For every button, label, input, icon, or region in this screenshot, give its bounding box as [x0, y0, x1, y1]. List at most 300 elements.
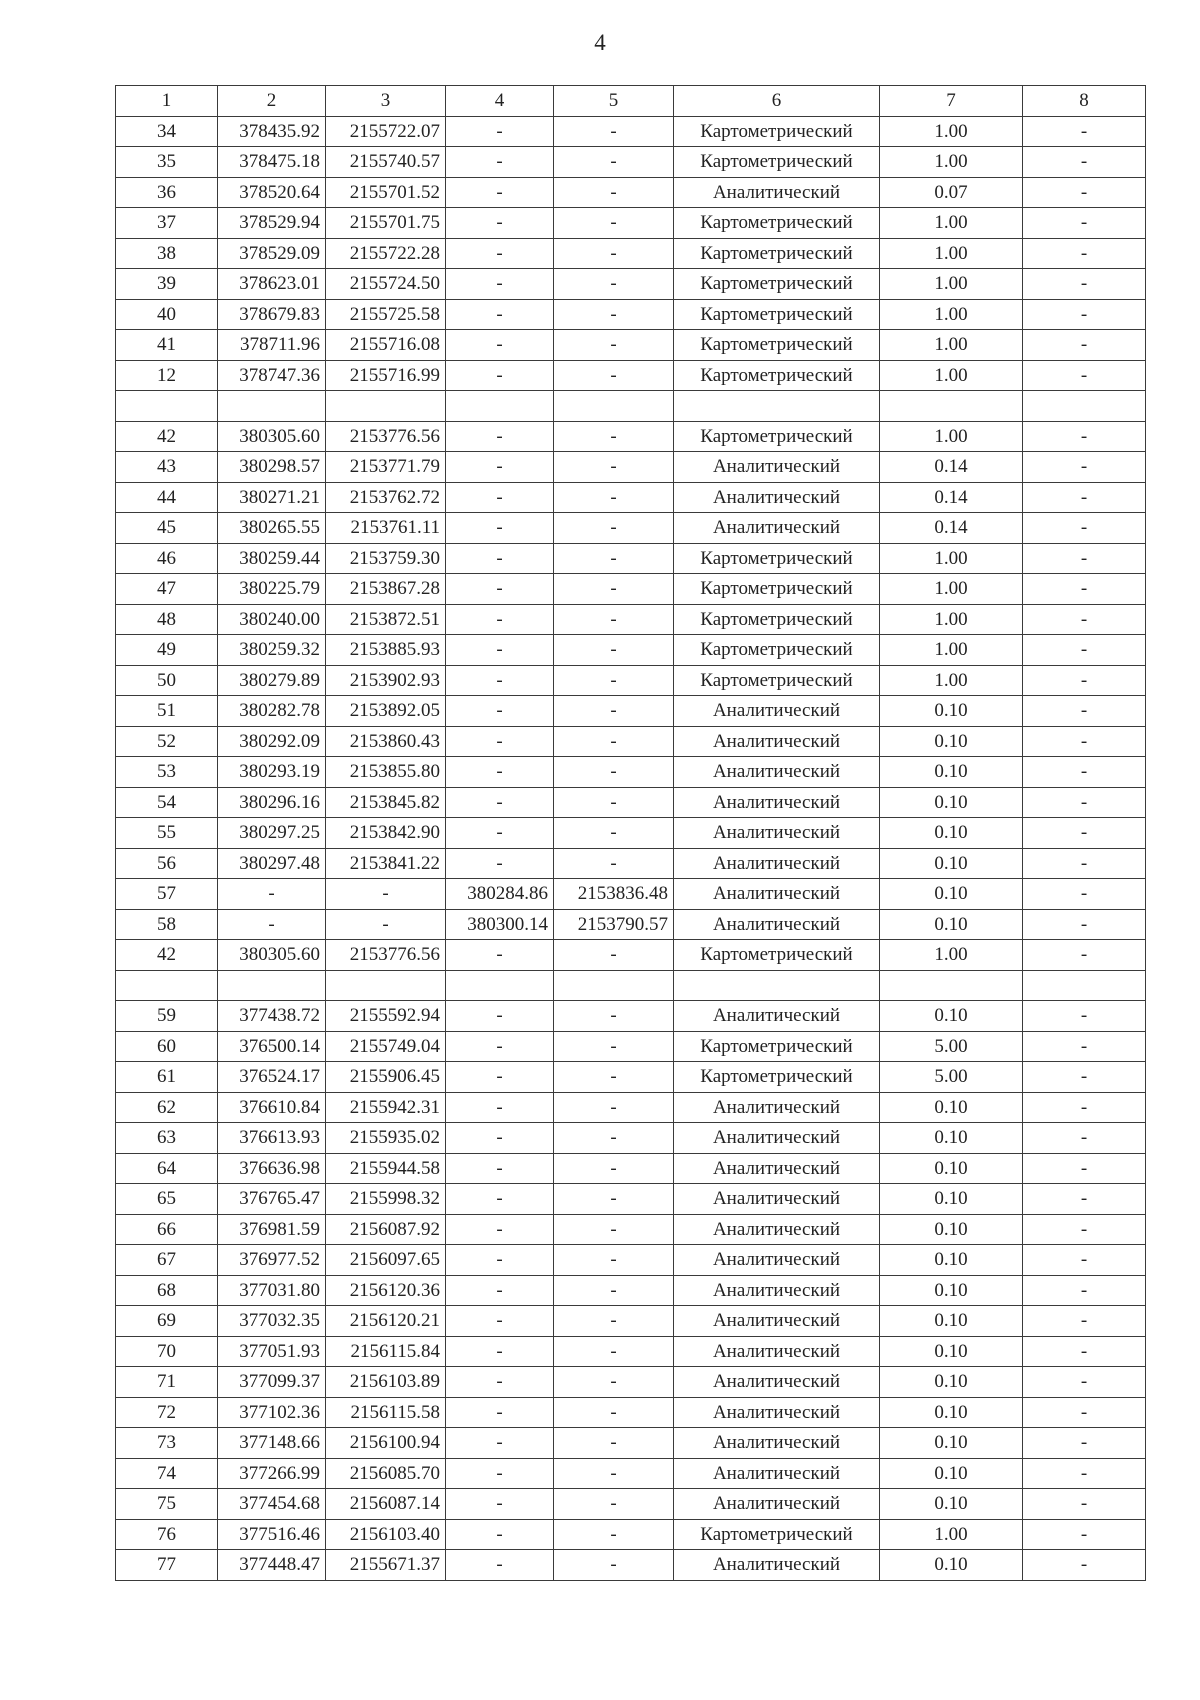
- new-y-coordinate-cell: -: [554, 1336, 674, 1367]
- table-row: [116, 299, 1146, 330]
- x-coordinate-cell: 377438.72: [218, 1001, 326, 1032]
- method-cell: Аналитический: [674, 177, 880, 208]
- method-cell: [674, 970, 880, 1001]
- point-number-cell: 64: [116, 1153, 218, 1184]
- accuracy-cell: 5.00: [880, 1062, 1023, 1093]
- new-x-coordinate-cell: -: [446, 1031, 554, 1062]
- method-cell: Картометрический: [674, 330, 880, 361]
- new-y-coordinate-cell: -: [554, 330, 674, 361]
- x-coordinate-cell: 377051.93: [218, 1336, 326, 1367]
- y-coordinate-cell: 2153759.30: [326, 543, 446, 574]
- new-y-coordinate-cell: -: [554, 421, 674, 452]
- x-coordinate-cell: 380297.48: [218, 848, 326, 879]
- new-x-coordinate-cell: -: [446, 116, 554, 147]
- y-coordinate-cell: 2153872.51: [326, 604, 446, 635]
- point-number-cell: 36: [116, 177, 218, 208]
- method-cell: Картометрический: [674, 665, 880, 696]
- accuracy-cell: 1.00: [880, 635, 1023, 666]
- x-coordinate-cell: 377099.37: [218, 1367, 326, 1398]
- method-cell: Аналитический: [674, 1184, 880, 1215]
- table-row: [116, 1123, 1146, 1154]
- method-cell: Аналитический: [674, 909, 880, 940]
- new-x-coordinate-cell: -: [446, 513, 554, 544]
- point-number-cell: 77: [116, 1550, 218, 1581]
- x-coordinate-cell: 377032.35: [218, 1306, 326, 1337]
- table-row: [116, 1306, 1146, 1337]
- x-coordinate-cell: 376610.84: [218, 1092, 326, 1123]
- accuracy-cell: 1.00: [880, 574, 1023, 605]
- table-row: [116, 1031, 1146, 1062]
- note-cell: -: [1023, 360, 1146, 391]
- new-x-coordinate-cell: -: [446, 635, 554, 666]
- x-coordinate-cell: 380305.60: [218, 421, 326, 452]
- point-number-cell: 70: [116, 1336, 218, 1367]
- new-x-coordinate-cell: -: [446, 726, 554, 757]
- new-x-coordinate-cell: -: [446, 818, 554, 849]
- y-coordinate-cell: 2156120.21: [326, 1306, 446, 1337]
- method-cell: Аналитический: [674, 1367, 880, 1398]
- note-cell: -: [1023, 757, 1146, 788]
- method-cell: Аналитический: [674, 1550, 880, 1581]
- new-y-coordinate-cell: -: [554, 1153, 674, 1184]
- new-y-coordinate-cell: -: [554, 1306, 674, 1337]
- y-coordinate-cell: 2153771.79: [326, 452, 446, 483]
- point-number-cell: [116, 970, 218, 1001]
- accuracy-cell: 0.10: [880, 1275, 1023, 1306]
- accuracy-cell: 1.00: [880, 269, 1023, 300]
- new-y-coordinate-cell: -: [554, 1031, 674, 1062]
- note-cell: -: [1023, 147, 1146, 178]
- new-y-coordinate-cell: -: [554, 1184, 674, 1215]
- new-x-coordinate-cell: -: [446, 1550, 554, 1581]
- accuracy-cell: 0.10: [880, 1367, 1023, 1398]
- x-coordinate-cell: 378475.18: [218, 147, 326, 178]
- new-x-coordinate-cell: -: [446, 1336, 554, 1367]
- point-number-cell: 35: [116, 147, 218, 178]
- x-coordinate-cell: 376981.59: [218, 1214, 326, 1245]
- new-x-coordinate-cell: -: [446, 482, 554, 513]
- new-x-coordinate-cell: -: [446, 1001, 554, 1032]
- accuracy-cell: 0.10: [880, 787, 1023, 818]
- method-cell: Картометрический: [674, 1031, 880, 1062]
- new-y-coordinate-cell: -: [554, 1214, 674, 1245]
- table-row: [116, 208, 1146, 239]
- new-y-coordinate-cell: -: [554, 1245, 674, 1276]
- note-cell: -: [1023, 1031, 1146, 1062]
- table-row: [116, 177, 1146, 208]
- new-y-coordinate-cell: 2153836.48: [554, 879, 674, 910]
- new-x-coordinate-cell: -: [446, 1397, 554, 1428]
- accuracy-cell: 0.10: [880, 879, 1023, 910]
- x-coordinate-cell: 378529.94: [218, 208, 326, 239]
- point-number-cell: 66: [116, 1214, 218, 1245]
- method-cell: Аналитический: [674, 879, 880, 910]
- note-cell: -: [1023, 1458, 1146, 1489]
- y-coordinate-cell: 2156115.58: [326, 1397, 446, 1428]
- new-y-coordinate-cell: -: [554, 1519, 674, 1550]
- table-row: [116, 879, 1146, 910]
- note-cell: [1023, 391, 1146, 422]
- new-x-coordinate-cell: -: [446, 543, 554, 574]
- x-coordinate-cell: 378520.64: [218, 177, 326, 208]
- method-cell: Аналитический: [674, 1306, 880, 1337]
- accuracy-cell: 0.10: [880, 757, 1023, 788]
- point-number-cell: 55: [116, 818, 218, 849]
- table-row: [116, 1214, 1146, 1245]
- y-coordinate-cell: 2156087.14: [326, 1489, 446, 1520]
- point-number-cell: 44: [116, 482, 218, 513]
- accuracy-cell: 0.10: [880, 1184, 1023, 1215]
- point-number-cell: 69: [116, 1306, 218, 1337]
- method-cell: Картометрический: [674, 635, 880, 666]
- table-row: [116, 482, 1146, 513]
- new-x-coordinate-cell: -: [446, 1245, 554, 1276]
- y-coordinate-cell: 2155740.57: [326, 147, 446, 178]
- y-coordinate-cell: 2155725.58: [326, 299, 446, 330]
- method-cell: Аналитический: [674, 1001, 880, 1032]
- x-coordinate-cell: 378679.83: [218, 299, 326, 330]
- new-x-coordinate-cell: -: [446, 787, 554, 818]
- accuracy-cell: 1.00: [880, 360, 1023, 391]
- point-number-cell: 45: [116, 513, 218, 544]
- point-number-cell: 42: [116, 940, 218, 971]
- point-number-cell: 72: [116, 1397, 218, 1428]
- x-coordinate-cell: 380292.09: [218, 726, 326, 757]
- new-y-coordinate-cell: -: [554, 604, 674, 635]
- point-number-cell: 37: [116, 208, 218, 239]
- x-coordinate-cell: 378435.92: [218, 116, 326, 147]
- table-row: [116, 574, 1146, 605]
- accuracy-cell: 1.00: [880, 330, 1023, 361]
- new-x-coordinate-cell: -: [446, 330, 554, 361]
- y-coordinate-cell: 2155749.04: [326, 1031, 446, 1062]
- new-y-coordinate-cell: -: [554, 1092, 674, 1123]
- method-cell: Картометрический: [674, 116, 880, 147]
- table-row: [116, 1397, 1146, 1428]
- table-row: [116, 421, 1146, 452]
- point-number-cell: 56: [116, 848, 218, 879]
- note-cell: -: [1023, 909, 1146, 940]
- new-y-coordinate-cell: -: [554, 1458, 674, 1489]
- point-number-cell: 53: [116, 757, 218, 788]
- x-coordinate-cell: 380279.89: [218, 665, 326, 696]
- new-x-coordinate-cell: -: [446, 1153, 554, 1184]
- page-number: 4: [594, 30, 606, 55]
- table-row: [116, 1550, 1146, 1581]
- table-row: [116, 1092, 1146, 1123]
- y-coordinate-cell: 2153762.72: [326, 482, 446, 513]
- accuracy-cell: 0.10: [880, 726, 1023, 757]
- note-cell: -: [1023, 574, 1146, 605]
- new-y-coordinate-cell: -: [554, 1428, 674, 1459]
- accuracy-cell: 0.10: [880, 1306, 1023, 1337]
- y-coordinate-cell: 2156103.40: [326, 1519, 446, 1550]
- new-x-coordinate-cell: -: [446, 452, 554, 483]
- table-row: [116, 116, 1146, 147]
- new-x-coordinate-cell: -: [446, 1275, 554, 1306]
- accuracy-cell: 0.10: [880, 1214, 1023, 1245]
- note-cell: -: [1023, 1245, 1146, 1276]
- note-cell: -: [1023, 787, 1146, 818]
- column-header: 8: [1023, 86, 1146, 117]
- table-row: [116, 1458, 1146, 1489]
- point-number-cell: 68: [116, 1275, 218, 1306]
- new-x-coordinate-cell: -: [446, 1519, 554, 1550]
- new-x-coordinate-cell: -: [446, 1306, 554, 1337]
- new-y-coordinate-cell: -: [554, 238, 674, 269]
- new-y-coordinate-cell: -: [554, 147, 674, 178]
- y-coordinate-cell: 2155722.07: [326, 116, 446, 147]
- accuracy-cell: 0.10: [880, 848, 1023, 879]
- point-number-cell: 71: [116, 1367, 218, 1398]
- method-cell: Картометрический: [674, 1519, 880, 1550]
- table-row: [116, 665, 1146, 696]
- table-row: [116, 1275, 1146, 1306]
- note-cell: -: [1023, 330, 1146, 361]
- x-coordinate-cell: 377102.36: [218, 1397, 326, 1428]
- new-y-coordinate-cell: -: [554, 848, 674, 879]
- method-cell: Аналитический: [674, 482, 880, 513]
- new-x-coordinate-cell: -: [446, 421, 554, 452]
- accuracy-cell: 0.14: [880, 513, 1023, 544]
- x-coordinate-cell: 376524.17: [218, 1062, 326, 1093]
- new-x-coordinate-cell: -: [446, 1367, 554, 1398]
- x-coordinate-cell: 380296.16: [218, 787, 326, 818]
- table-body: [116, 116, 1146, 1580]
- point-number-cell: 57: [116, 879, 218, 910]
- table-row: [116, 1153, 1146, 1184]
- new-y-coordinate-cell: -: [554, 757, 674, 788]
- y-coordinate-cell: 2156085.70: [326, 1458, 446, 1489]
- new-y-coordinate-cell: -: [554, 299, 674, 330]
- x-coordinate-cell: 380265.55: [218, 513, 326, 544]
- x-coordinate-cell: -: [218, 879, 326, 910]
- table-row: [116, 696, 1146, 727]
- note-cell: -: [1023, 116, 1146, 147]
- new-y-coordinate-cell: -: [554, 177, 674, 208]
- table-row: [116, 1062, 1146, 1093]
- point-number-cell: 50: [116, 665, 218, 696]
- point-number-cell: 38: [116, 238, 218, 269]
- point-number-cell: 61: [116, 1062, 218, 1093]
- note-cell: -: [1023, 1001, 1146, 1032]
- y-coordinate-cell: 2155942.31: [326, 1092, 446, 1123]
- accuracy-cell: 0.10: [880, 1550, 1023, 1581]
- new-x-coordinate-cell: -: [446, 1489, 554, 1520]
- table-row: [116, 818, 1146, 849]
- new-y-coordinate-cell: -: [554, 726, 674, 757]
- x-coordinate-cell: 377454.68: [218, 1489, 326, 1520]
- point-number-cell: 47: [116, 574, 218, 605]
- point-number-cell: 73: [116, 1428, 218, 1459]
- x-coordinate-cell: 380305.60: [218, 940, 326, 971]
- x-coordinate-cell: 376765.47: [218, 1184, 326, 1215]
- new-y-coordinate-cell: -: [554, 116, 674, 147]
- y-coordinate-cell: 2156115.84: [326, 1336, 446, 1367]
- method-cell: Картометрический: [674, 238, 880, 269]
- y-coordinate-cell: 2156103.89: [326, 1367, 446, 1398]
- accuracy-cell: 0.10: [880, 909, 1023, 940]
- x-coordinate-cell: 376977.52: [218, 1245, 326, 1276]
- y-coordinate-cell: 2155935.02: [326, 1123, 446, 1154]
- method-cell: Картометрический: [674, 940, 880, 971]
- method-cell: Аналитический: [674, 1458, 880, 1489]
- new-y-coordinate-cell: -: [554, 1001, 674, 1032]
- y-coordinate-cell: 2155944.58: [326, 1153, 446, 1184]
- new-y-coordinate-cell: -: [554, 1062, 674, 1093]
- x-coordinate-cell: 380240.00: [218, 604, 326, 635]
- new-y-coordinate-cell: -: [554, 482, 674, 513]
- point-number-cell: [116, 391, 218, 422]
- new-y-coordinate-cell: -: [554, 1123, 674, 1154]
- table-row: [116, 604, 1146, 635]
- y-coordinate-cell: 2155701.52: [326, 177, 446, 208]
- point-number-cell: 51: [116, 696, 218, 727]
- x-coordinate-cell: 380293.19: [218, 757, 326, 788]
- x-coordinate-cell: [218, 970, 326, 1001]
- new-x-coordinate-cell: -: [446, 1062, 554, 1093]
- header-row: [116, 86, 1146, 117]
- note-cell: -: [1023, 848, 1146, 879]
- point-number-cell: 63: [116, 1123, 218, 1154]
- y-coordinate-cell: 2153892.05: [326, 696, 446, 727]
- x-coordinate-cell: 378747.36: [218, 360, 326, 391]
- table-row: [116, 1001, 1146, 1032]
- y-coordinate-cell: -: [326, 879, 446, 910]
- table-row: [116, 391, 1146, 422]
- accuracy-cell: 1.00: [880, 147, 1023, 178]
- table-row: [116, 909, 1146, 940]
- table-row: [116, 360, 1146, 391]
- y-coordinate-cell: 2156087.92: [326, 1214, 446, 1245]
- note-cell: -: [1023, 269, 1146, 300]
- new-x-coordinate-cell: -: [446, 1214, 554, 1245]
- note-cell: -: [1023, 238, 1146, 269]
- x-coordinate-cell: 378711.96: [218, 330, 326, 361]
- y-coordinate-cell: 2155701.75: [326, 208, 446, 239]
- note-cell: -: [1023, 635, 1146, 666]
- table-row: [116, 269, 1146, 300]
- table-row: [116, 970, 1146, 1001]
- point-number-cell: 42: [116, 421, 218, 452]
- x-coordinate-cell: 380225.79: [218, 574, 326, 605]
- point-number-cell: 41: [116, 330, 218, 361]
- table-row: [116, 848, 1146, 879]
- note-cell: -: [1023, 1397, 1146, 1428]
- note-cell: -: [1023, 818, 1146, 849]
- accuracy-cell: 0.10: [880, 1153, 1023, 1184]
- x-coordinate-cell: 380282.78: [218, 696, 326, 727]
- method-cell: Картометрический: [674, 269, 880, 300]
- table-row: [116, 1428, 1146, 1459]
- accuracy-cell: 1.00: [880, 604, 1023, 635]
- point-number-cell: 39: [116, 269, 218, 300]
- new-y-coordinate-cell: -: [554, 787, 674, 818]
- table-row: [116, 147, 1146, 178]
- y-coordinate-cell: 2153867.28: [326, 574, 446, 605]
- note-cell: -: [1023, 1489, 1146, 1520]
- method-cell: Аналитический: [674, 1214, 880, 1245]
- y-coordinate-cell: 2153885.93: [326, 635, 446, 666]
- accuracy-cell: 0.10: [880, 696, 1023, 727]
- y-coordinate-cell: 2155724.50: [326, 269, 446, 300]
- accuracy-cell: 1.00: [880, 665, 1023, 696]
- point-number-cell: 74: [116, 1458, 218, 1489]
- accuracy-cell: 0.10: [880, 818, 1023, 849]
- table-row: [116, 330, 1146, 361]
- x-coordinate-cell: 380297.25: [218, 818, 326, 849]
- new-x-coordinate-cell: -: [446, 238, 554, 269]
- column-header: 2: [218, 86, 326, 117]
- accuracy-cell: 0.10: [880, 1489, 1023, 1520]
- point-number-cell: 58: [116, 909, 218, 940]
- point-number-cell: 54: [116, 787, 218, 818]
- x-coordinate-cell: 377148.66: [218, 1428, 326, 1459]
- table-row: [116, 726, 1146, 757]
- note-cell: -: [1023, 1275, 1146, 1306]
- method-cell: Аналитический: [674, 726, 880, 757]
- x-coordinate-cell: 377448.47: [218, 1550, 326, 1581]
- y-coordinate-cell: -: [326, 909, 446, 940]
- column-header: 1: [116, 86, 218, 117]
- accuracy-cell: 0.14: [880, 482, 1023, 513]
- new-x-coordinate-cell: -: [446, 1458, 554, 1489]
- point-number-cell: 67: [116, 1245, 218, 1276]
- accuracy-cell: 0.10: [880, 1001, 1023, 1032]
- x-coordinate-cell: 376636.98: [218, 1153, 326, 1184]
- new-x-coordinate-cell: -: [446, 360, 554, 391]
- method-cell: Картометрический: [674, 604, 880, 635]
- accuracy-cell: [880, 391, 1023, 422]
- new-y-coordinate-cell: -: [554, 269, 674, 300]
- accuracy-cell: 0.10: [880, 1245, 1023, 1276]
- method-cell: Аналитический: [674, 1092, 880, 1123]
- y-coordinate-cell: 2156097.65: [326, 1245, 446, 1276]
- table-row: [116, 1489, 1146, 1520]
- y-coordinate-cell: [326, 970, 446, 1001]
- accuracy-cell: 1.00: [880, 299, 1023, 330]
- note-cell: -: [1023, 604, 1146, 635]
- accuracy-cell: 1.00: [880, 940, 1023, 971]
- column-header: 4: [446, 86, 554, 117]
- column-header: 5: [554, 86, 674, 117]
- column-header: 6: [674, 86, 880, 117]
- method-cell: Аналитический: [674, 1397, 880, 1428]
- new-x-coordinate-cell: -: [446, 208, 554, 239]
- x-coordinate-cell: 376613.93: [218, 1123, 326, 1154]
- point-number-cell: 48: [116, 604, 218, 635]
- note-cell: -: [1023, 1062, 1146, 1093]
- x-coordinate-cell: [218, 391, 326, 422]
- new-y-coordinate-cell: -: [554, 452, 674, 483]
- accuracy-cell: [880, 970, 1023, 1001]
- x-coordinate-cell: 380259.44: [218, 543, 326, 574]
- point-number-cell: 43: [116, 452, 218, 483]
- note-cell: -: [1023, 665, 1146, 696]
- new-y-coordinate-cell: -: [554, 818, 674, 849]
- new-x-coordinate-cell: [446, 391, 554, 422]
- accuracy-cell: 1.00: [880, 421, 1023, 452]
- point-number-cell: 60: [116, 1031, 218, 1062]
- note-cell: -: [1023, 1428, 1146, 1459]
- new-y-coordinate-cell: -: [554, 665, 674, 696]
- new-y-coordinate-cell: -: [554, 543, 674, 574]
- method-cell: Картометрический: [674, 421, 880, 452]
- new-x-coordinate-cell: -: [446, 696, 554, 727]
- method-cell: Аналитический: [674, 1275, 880, 1306]
- y-coordinate-cell: 2153902.93: [326, 665, 446, 696]
- note-cell: [1023, 970, 1146, 1001]
